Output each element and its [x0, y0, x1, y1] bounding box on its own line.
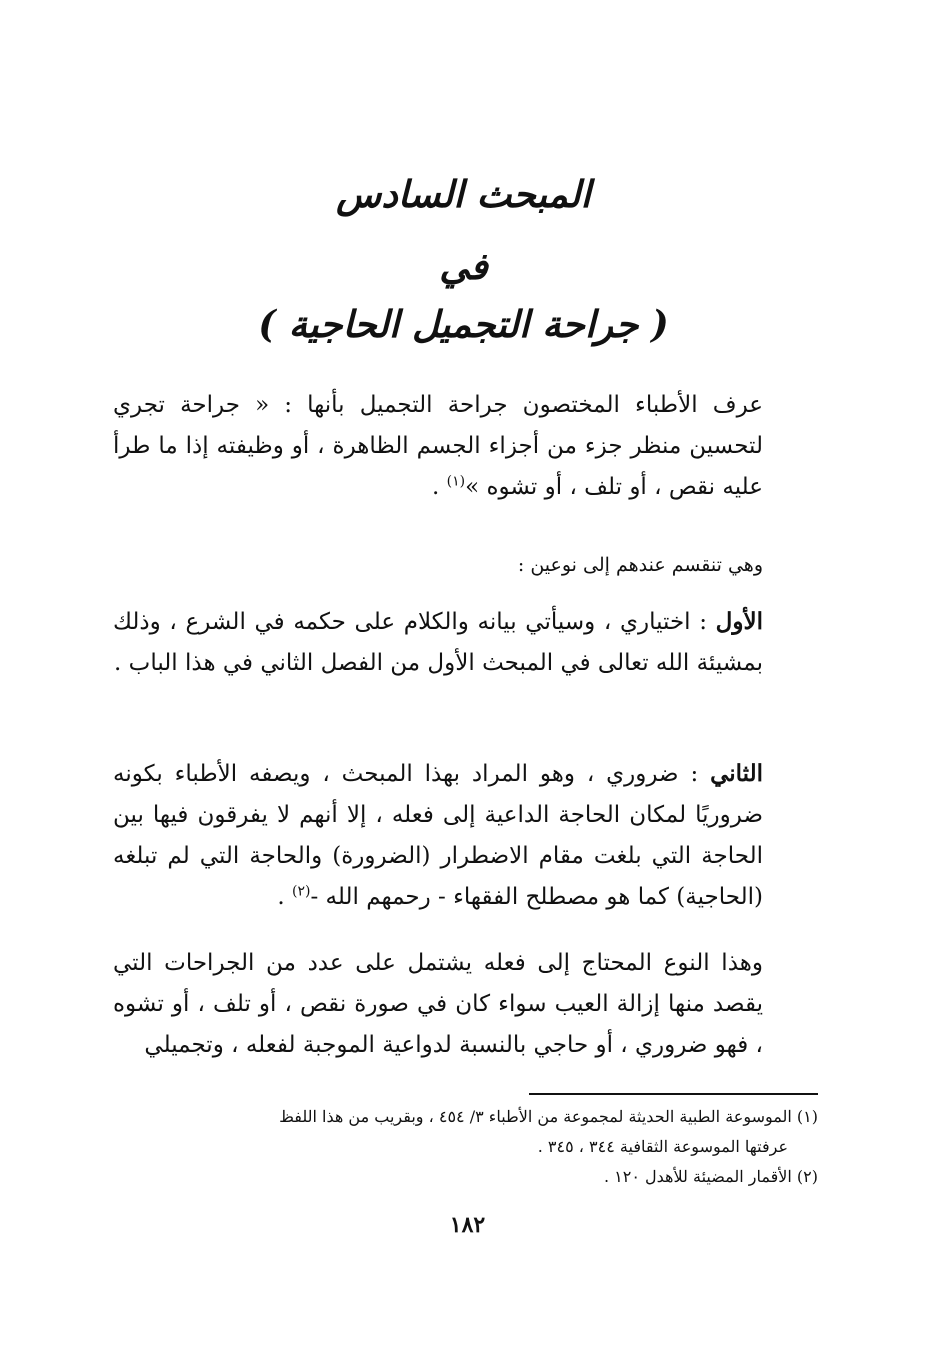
definition-text: عرف الأطباء المختصون جراحة التجميل بأنها : « جراحة تجري لتحسين منظر جزء من أجزاء الجسم الظاهرة ، أو وظيفته إذا ما طرأ عليه نقص ، أو تلف ، أو تشوه » [113, 392, 763, 500]
definition-end: . [432, 474, 447, 500]
footnotes [113, 1102, 818, 1192]
paragraph-needed-type [113, 943, 818, 1066]
section-title-connector: في [439, 244, 488, 288]
second-type-label: الثاني [710, 760, 763, 787]
footnote-divider [529, 1093, 818, 1095]
footnote-ref-2: (٢) [291, 883, 311, 900]
paragraph-second-type [113, 753, 818, 918]
needed-type-text: وهذا النوع المحتاج إلى فعله يشتمل على عدد من الجراحات التي يقصد منها إزالة العيب سواء كان في صورة نقص ، أو تلف ، أو تشوه ، فهو ضروري ، أو حاجي بالنسبة لدواعية الموجبة لفعله ، وتجميلي [113, 950, 763, 1058]
paragraph-definition [113, 385, 818, 508]
page-number: ١٨٢ [449, 1212, 486, 1238]
footnote-1-line-2: عرفتها الموسوعة الثقافية ٣٤٤ ، ٣٤٥ . [537, 1137, 788, 1156]
first-type-text: : اختياري ، وسيأتي بيانه والكلام على حكمه في الشرع ، وذلك بمشيئة الله تعالى في المبحث الأول من الفصل الثاني في هذا الباب . [113, 609, 763, 676]
section-subtitle: ( جراحة التجميل الحاجية ) [258, 302, 669, 346]
footnote-ref-1: (١) [446, 473, 466, 490]
division-text: وهي تنقسم عندهم إلى نوعين : [517, 554, 763, 576]
section-title: المبحث السادس [336, 172, 591, 216]
footnote-1-line-1: (١) الموسوعة الطبية الحديثة لمجموعة من الأطباء ٣/ ٤٥٤ ، وبقريب من هذا اللفظ [279, 1107, 818, 1126]
footnote-2: (٢) الأقمار المضيئة للأهدل ١٢٠ . [603, 1167, 818, 1186]
second-type-text: : ضروري ، وهو المراد بهذا المبحث ، ويصفه الأطباء بكونه ضروريًا لمكان الحاجة الداعية إلى فعله ، إلا أنهم لا يفرقون فيها بين الحاجة التي بلغت مقام الاضطرار (الضرورة) والحاجة التي لم تبلغه (الحاجية) كما هو مصطلح الفقهاء - رحمهم الله - [113, 761, 763, 910]
second-type-end: . [277, 884, 292, 910]
paragraph-first-type [113, 601, 818, 684]
first-type-label: الأول [715, 608, 763, 635]
paragraph-division [113, 545, 818, 586]
